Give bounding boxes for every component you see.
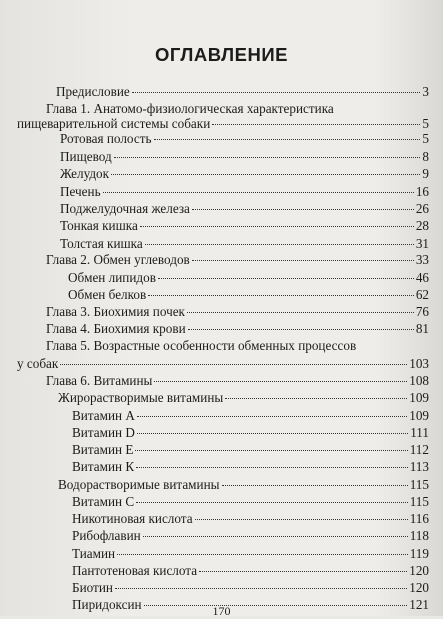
toc-entry[interactable] (46, 373, 429, 389)
toc-entry-page: 109 (409, 408, 429, 423)
toc-entry[interactable] (60, 218, 429, 234)
toc-entry-label: пищеварительной системы собаки (17, 116, 211, 131)
toc-entry[interactable] (68, 287, 429, 303)
toc-entry[interactable] (60, 131, 429, 147)
toc-entry-label: Толстая кишка (60, 236, 143, 251)
dot-leader (117, 554, 408, 555)
toc-entry-label: Глава 6. Витамины (46, 373, 153, 388)
toc-entry-page: 5 (422, 116, 429, 131)
toc-entry[interactable] (72, 528, 429, 544)
dot-leader (137, 433, 408, 434)
toc-entry-label: Глава 3. Биохимия почек (46, 304, 185, 319)
toc-entry-label: Жирорастворимые витамины (58, 390, 224, 405)
toc-entry-label: Печень (60, 184, 101, 199)
toc-entry-page: 5 (422, 131, 429, 146)
toc-entry-page: 76 (415, 304, 429, 319)
toc-entry-page: 112 (409, 442, 429, 457)
toc-entry-page: 115 (409, 477, 429, 492)
toc-entry-page: 109 (409, 390, 429, 405)
toc-entry[interactable] (60, 236, 429, 252)
dot-leader (148, 295, 414, 296)
toc-entry-label: Витамин D (72, 425, 135, 440)
dot-leader (136, 467, 408, 468)
dot-leader (132, 92, 421, 93)
dot-leader (140, 226, 414, 227)
dot-leader (136, 502, 408, 503)
toc-entry-label: Витамин К (72, 459, 135, 474)
dot-leader (145, 244, 414, 245)
toc-entry-page: 16 (415, 184, 429, 199)
toc-entry-label: Биотин (72, 580, 113, 595)
toc-entry[interactable] (72, 563, 429, 579)
toc-entry-label: Глава 2. Обмен углеводов (46, 252, 190, 267)
toc-entry[interactable] (58, 390, 429, 406)
toc-entry-first-line: Глава 1. Анатомо-физиологическая характеристика (46, 101, 334, 116)
dot-leader (188, 329, 414, 330)
toc-entry-label: Пищевод (60, 149, 112, 164)
toc-entry-page: 118 (409, 528, 429, 543)
toc-entry-page: 62 (415, 287, 429, 302)
toc-entry-page: 111 (410, 425, 429, 440)
toc-entry-page: 8 (422, 149, 429, 164)
toc-entry[interactable] (46, 252, 429, 268)
toc-entry-page: 121 (409, 597, 429, 612)
toc-entry[interactable] (72, 408, 429, 424)
dot-leader (158, 278, 414, 279)
toc-entry-label: Глава 4. Биохимия крови (46, 321, 186, 336)
toc-entry[interactable] (60, 149, 429, 165)
page-title: ОГЛАВЛЕНИЕ (155, 44, 288, 65)
toc-entry-page: 46 (415, 270, 429, 285)
toc-entry[interactable] (72, 580, 429, 596)
toc-entry[interactable] (56, 84, 429, 100)
toc-entry-page: 28 (415, 218, 429, 233)
toc-entry-label: Пиридоксин (72, 597, 142, 612)
toc-entry-label: Витамин С (72, 494, 135, 509)
toc-entry-label: Никотиновая кислота (72, 511, 193, 526)
dot-leader (115, 588, 407, 589)
toc-entry-label: Пантотеновая кислота (72, 563, 198, 578)
toc-entry[interactable] (72, 494, 429, 510)
toc-entry-page: 113 (409, 459, 429, 474)
dot-leader (199, 571, 407, 572)
toc-entry-page: 115 (409, 494, 429, 509)
toc-entry[interactable] (17, 116, 429, 132)
dot-leader (222, 485, 408, 486)
toc-entry[interactable] (60, 201, 429, 217)
toc-entry-label: Обмен липидов (68, 270, 156, 285)
toc-entry-page: 3 (422, 84, 429, 99)
toc-entry-page: 116 (409, 511, 429, 526)
dot-leader (187, 312, 414, 313)
dot-leader (195, 519, 408, 520)
toc-entry[interactable] (60, 184, 429, 200)
dot-leader (143, 536, 408, 537)
toc-entry-label: Поджелудочная железа (60, 201, 190, 216)
dot-leader (192, 209, 414, 210)
toc-entry-label: у собак (17, 356, 59, 371)
toc-entry-label: Витамин А (72, 408, 135, 423)
dot-leader (135, 450, 407, 451)
toc-entry-page: 31 (415, 236, 429, 251)
toc-entry[interactable] (46, 304, 429, 320)
dot-leader (192, 260, 414, 261)
toc-entry-page: 9 (422, 166, 429, 181)
toc-entry[interactable] (46, 321, 429, 337)
toc-entry-label: Обмен белков (68, 287, 147, 302)
toc-entry-label: Предисловие (56, 84, 130, 99)
dot-leader (212, 124, 420, 125)
toc-entry-label: Витамин Е (72, 442, 134, 457)
dot-leader (154, 381, 407, 382)
toc-entry[interactable] (17, 356, 429, 372)
toc-entry-page: 108 (409, 373, 429, 388)
dot-leader (103, 192, 414, 193)
toc-entry-page: 81 (415, 321, 429, 336)
toc-entry-page: 103 (409, 356, 429, 371)
toc-entry[interactable] (72, 546, 429, 562)
toc-entry[interactable] (60, 166, 429, 182)
toc-entry-label: Тонкая кишка (60, 218, 138, 233)
toc-entry[interactable] (72, 511, 429, 527)
toc-entry[interactable] (72, 459, 429, 475)
toc-entry-page: 120 (409, 563, 429, 578)
toc-entry-page: 120 (409, 580, 429, 595)
dot-leader (114, 157, 421, 158)
dot-leader (137, 416, 407, 417)
dot-leader (154, 139, 421, 140)
page-number: 170 (212, 604, 231, 618)
toc-entry-first-line: Глава 5. Возрастные особенности обменных процессов (46, 338, 357, 353)
toc-entry-page: 119 (409, 546, 429, 561)
toc-entry-label: Рибофлавин (72, 528, 141, 543)
toc-entry-label: Желудок (60, 166, 110, 181)
dot-leader (60, 364, 407, 365)
toc-entry-label: Тиамин (72, 546, 116, 561)
toc-entry-label: Ротовая полость (60, 131, 152, 146)
toc-entry-page: 33 (415, 252, 429, 267)
toc-entry[interactable] (68, 270, 429, 286)
toc-entry[interactable] (72, 425, 429, 441)
toc-entry-label: Водорастворимые витамины (58, 477, 220, 492)
toc-entry-page: 26 (415, 201, 429, 216)
toc-entry[interactable] (58, 477, 429, 493)
toc-entry[interactable] (72, 442, 429, 458)
dot-leader (111, 174, 420, 175)
dot-leader (225, 398, 407, 399)
